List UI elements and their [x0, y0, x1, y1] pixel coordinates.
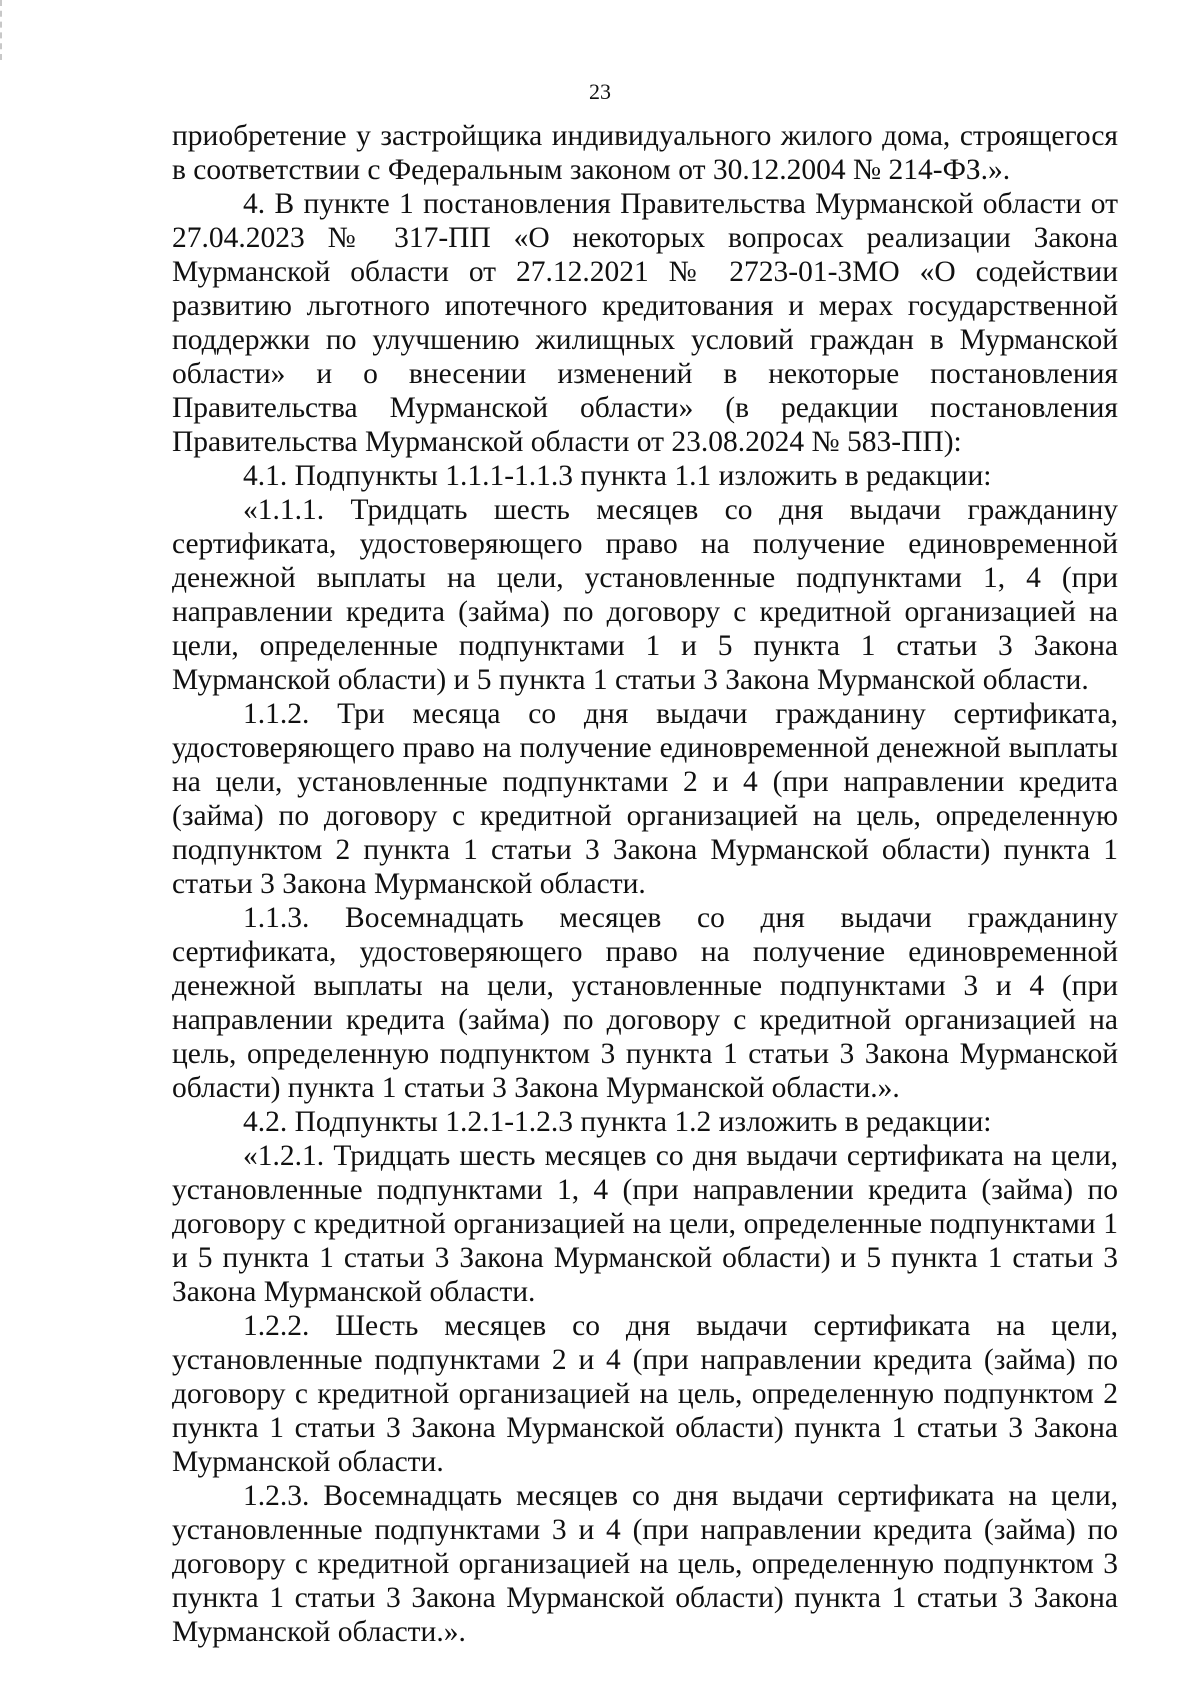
paragraph-item-4: 4. В пункте 1 постановления Правительства Мурманской области от 27.04.2023 № 317-ПП «О некоторых вопросах реализации Закона Мурманской области от 27.12.2021 № 2723-01-ЗМО «О содействии развитию льготного ипотечного кредитования и мерах государственной поддержки по улучшению жилищных условий граждан в Мурманской области» и о внесении изменений в некоторые постановления Правительства Мурманской области» (в редакции постановления Правительства Мурманской области от 23.08.2024 № 583-ПП): — [172, 188, 1118, 458]
paragraph-item-1-2-1: «1.2.1. Тридцать шесть месяцев со дня выдачи сертификата на цели, установленные подпунктами 1, 4 (при направлении кредита (займа) по договору с кредитной организацией на цели, определенные подпунктами 1 и 5 пункта 1 статьи 3 Закона Мурманской области) и 5 пункта 1 статьи 3 Закона Мурманской области. — [172, 1140, 1118, 1308]
scan-edge-marks — [0, 0, 5, 60]
page-number: 23 — [589, 79, 611, 104]
paragraph-item-1-2-2: 1.2.2. Шесть месяцев со дня выдачи сертификата на цели, установленные подпунктами 2 и 4 (при направлении кредита (займа) по договору с кредитной организацией на цель, определенную подпунктом 2 пункта 1 статьи 3 Закона Мурманской области) пункта 1 статьи 3 Закона Мурманской области. — [172, 1310, 1118, 1478]
paragraph-item-1-2-3: 1.2.3. Восемнадцать месяцев со дня выдачи сертификата на цели, установленные подпунктами 3 и 4 (при направлении кредита (займа) по договору с кредитной организацией на цель, определенную подпунктом 3 пункта 1 статьи 3 Закона Мурманской области) пункта 1 статьи 3 Закона Мурманской области.». — [172, 1480, 1118, 1648]
paragraph-item-4-2: 4.2. Подпункты 1.2.1-1.2.3 пункта 1.2 изложить в редакции: — [243, 1106, 992, 1138]
document-body — [172, 119, 1118, 1649]
paragraph-item-1-1-3: 1.1.3. Восемнадцать месяцев со дня выдачи гражданину сертификата, удостоверяющего право на получение единовременной денежной выплаты на цели, установленные подпунктами 3 и 4 (при направлении кредита (займа) по договору с кредитной организацией на цель, определенную подпунктом 3 пункта 1 статьи 3 Закона Мурманской области) пункта 1 статьи 3 Закона Мурманской области.». — [172, 902, 1118, 1104]
paragraph-item-1-1-2: 1.1.2. Три месяца со дня выдачи гражданину сертификата, удостоверяющего право на получение единовременной денежной выплаты на цели, установленные подпунктами 2 и 4 (при направлении кредита (займа) по договору с кредитной организацией на цель, определенную подпунктом 2 пункта 1 статьи 3 Закона Мурманской области) пункта 1 статьи 3 Закона Мурманской области. — [172, 698, 1118, 900]
paragraph-item-1-1-1: «1.1.1. Тридцать шесть месяцев со дня выдачи гражданину сертификата, удостоверяющего право на получение единовременной денежной выплаты на цели, установленные подпунктами 1, 4 (при направлении кредита (займа) по договору с кредитной организацией на цели, определенные подпунктами 1 и 5 пункта 1 статьи 3 Закона Мурманской области) и 5 пункта 1 статьи 3 Закона Мурманской области. — [172, 494, 1118, 696]
paragraph-continuation: приобретение у застройщика индивидуального жилого дома, строящегося в соответствии с Федеральным законом от 30.12.2004 № 214-ФЗ.». — [172, 120, 1118, 186]
paragraph-item-4-1: 4.1. Подпункты 1.1.1-1.1.3 пункта 1.1 изложить в редакции: — [243, 460, 992, 492]
